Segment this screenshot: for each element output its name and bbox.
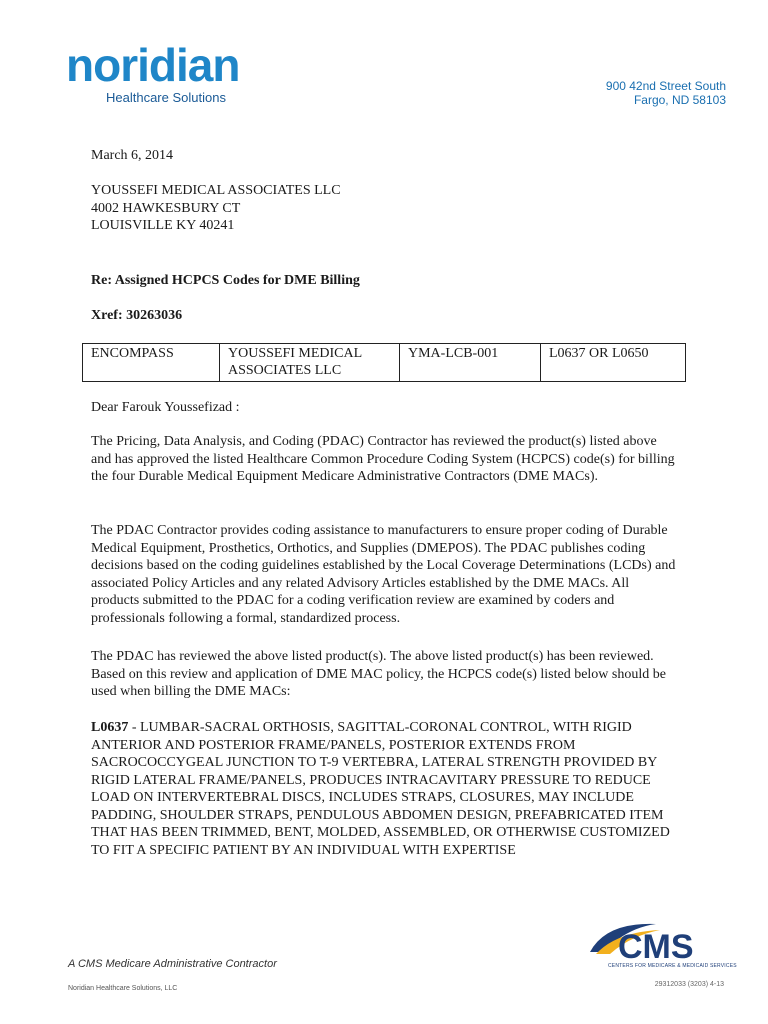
paragraph-2: The PDAC Contractor provides coding assistance to manufacturers to ensure proper coding of Durable Medical Equipment, Prosthetics, Orthotics, and Supplies (DMEPOS). The PDAC publishes coding decisions based on the coding guidelines established by the Local Coverage Determinations (LCDs) and associated Policy Articles and any related Advisory Articles established by the DME MACs. All products submitted to the PDAC for a coding verification review are examined by coders and professionals following a formal, standardized process.: [91, 523, 676, 626]
cms-logo: CMS: [618, 928, 694, 966]
xref-line: Xref: 30263036: [91, 308, 183, 323]
sender-address-line2: Fargo, ND 58103: [633, 93, 726, 107]
sender-address: [606, 79, 726, 107]
table-cell-model: YMA-LCB-001: [400, 344, 541, 382]
form-number: 29312033 (3203) 4-13: [654, 981, 724, 988]
recipient-address: [91, 182, 341, 235]
sender-address-line1: 900 42nd Street South: [605, 79, 726, 93]
hcpcs-code-block: [91, 719, 677, 859]
recipient-line-1: YOUSSEFI MEDICAL ASSOCIATES LLC: [91, 183, 341, 198]
company-name: Noridian Healthcare Solutions, LLC: [68, 985, 178, 992]
paragraph-3: The PDAC has reviewed the above listed product(s). The above listed product(s) has been reviewed. Based on this review and application of DME MAC policy, the HCPCS code(s) listed below should be used when billing the DME MACs:: [91, 649, 666, 699]
salutation: Dear Farouk Youssefizad :: [91, 400, 240, 415]
recipient-line-2: 4002 HAWKESBURY CT: [91, 200, 241, 216]
paragraph-1: The Pricing, Data Analysis, and Coding (PDAC) Contractor has reviewed the product(s) listed above and has approved the listed Healthcare Common Procedure Coding System (HCPCS) code(s) for billing the four Durable Medical Equipment Medicare Administrative Contractors (DME MACs).: [91, 434, 675, 484]
logo-tagline: Healthcare Solutions: [106, 90, 226, 105]
table-row: [83, 344, 686, 382]
table-cell-manufacturer: YOUSSEFI MEDICAL ASSOCIATES LLC: [220, 344, 400, 382]
table-cell-codes: L0637 OR L0650: [541, 344, 686, 382]
recipient-line-3: LOUISVILLE KY 40241: [91, 218, 235, 233]
cms-subtext: CENTERS FOR MEDICARE & MEDICAID SERVICES: [608, 963, 737, 969]
subject-line: Re: Assigned HCPCS Codes for DME Billing: [91, 273, 360, 288]
letter-date: March 6, 2014: [91, 148, 174, 163]
hcpcs-code-description: - LUMBAR-SACRAL ORTHOSIS, SAGITTAL-CORONAL CONTROL, WITH RIGID ANTERIOR AND POSTERIOR FRAME/PANELS, POSTERIOR EXTENDS FROM SACROCOCCYGEAL JUNCTION TO T-9 VERTEBRA, LATERAL STRENGTH PROVIDED BY RIGID LATERAL FRAME/PANELS, PRODUCES INTRACAVITARY PRESSURE TO REDUCE LOAD ON INTERVERTEBRAL DISCS, INCLUDES STRAPS, CLOSURES, MAY INCLUDE PADDING, SHOULDER STRAPS, PENDULOUS ABDOMEN DESIGN, PREFABRICATED ITEM THAT HAS BEEN TRIMMED, BENT, MOLDED, ASSEMBLED, OR OTHERWISE CUSTOMIZED TO FIT A SPECIFIC PATIENT BY AN INDIVIDUAL WITH EXPERTISE: [91, 720, 670, 858]
hcpcs-code: L0637: [91, 720, 129, 735]
product-table: [82, 343, 686, 382]
contractor-tagline: A CMS Medicare Administrative Contractor: [68, 958, 277, 970]
table-cell-product: ENCOMPASS: [83, 344, 220, 382]
noridian-logo: noridian: [66, 39, 240, 91]
